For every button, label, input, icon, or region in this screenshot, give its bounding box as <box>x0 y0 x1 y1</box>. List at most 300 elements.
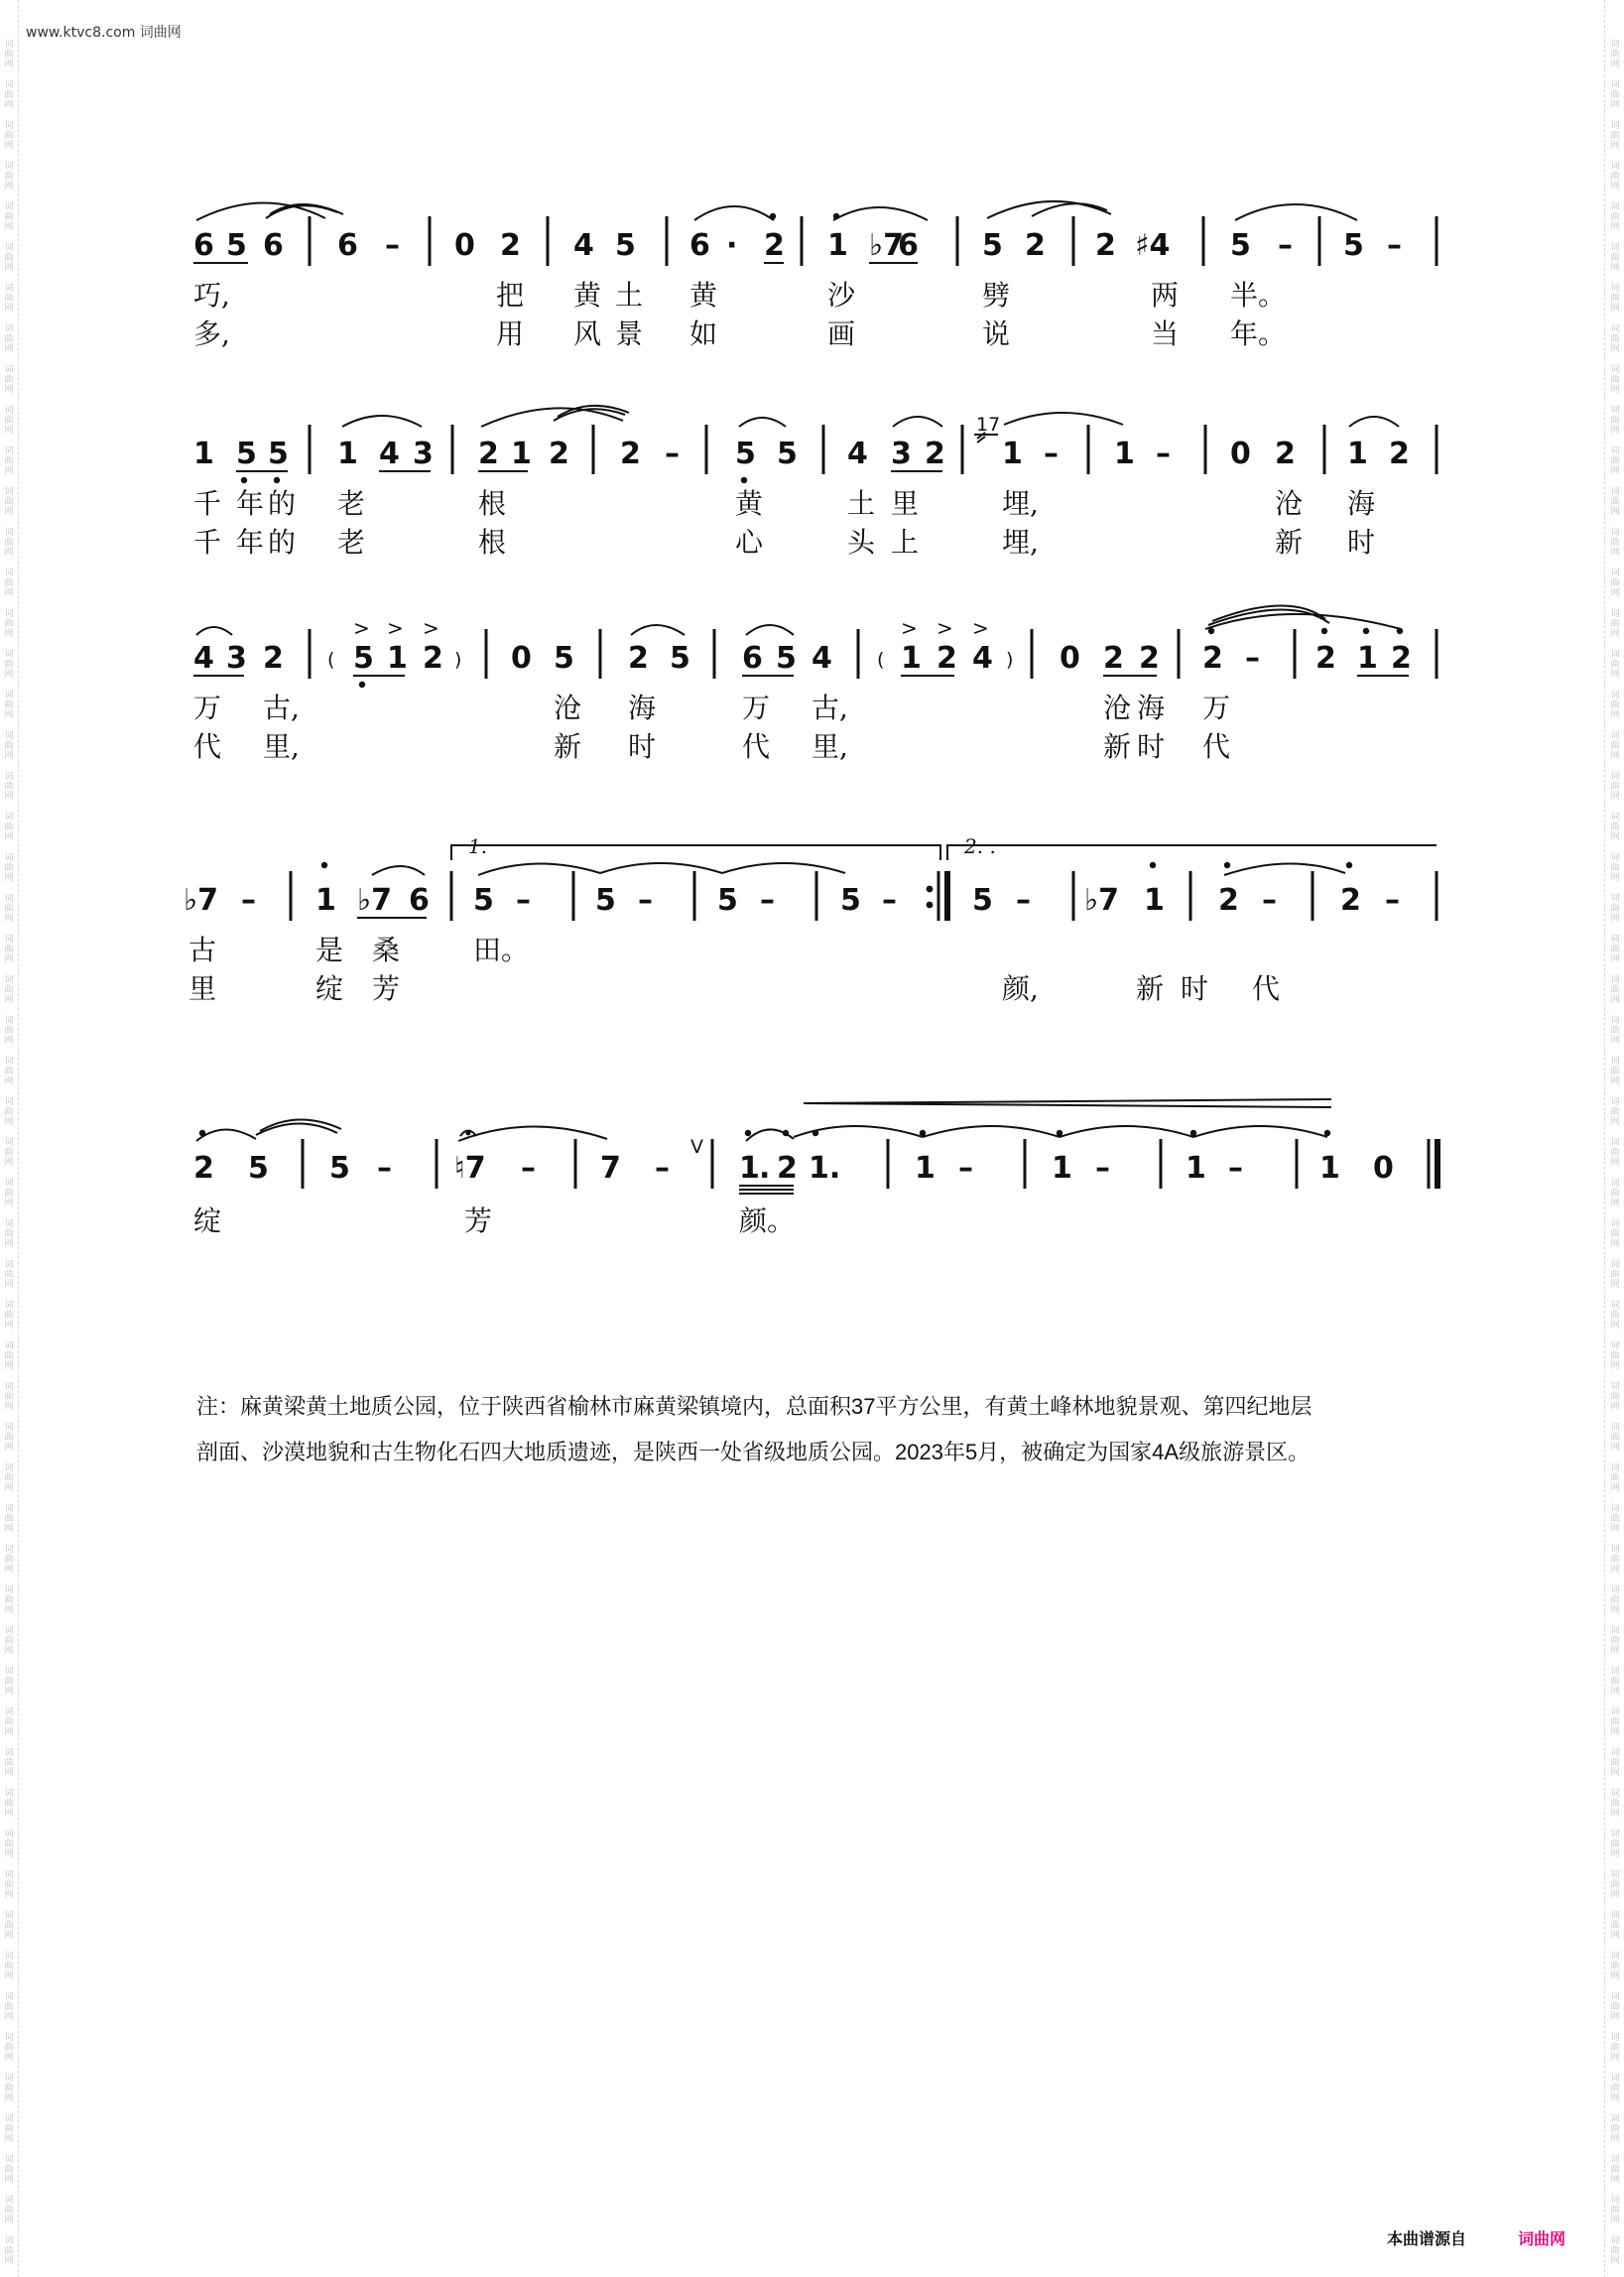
note: 1 <box>1144 883 1165 918</box>
watermark-glyph: 曲 <box>1610 700 1620 710</box>
lyric: 代 <box>1202 730 1231 763</box>
watermark-glyph: 词 <box>1610 1382 1620 1392</box>
watermark-glyph: 词 <box>1610 1992 1620 2002</box>
watermark-glyph: 网 <box>4 1971 14 1981</box>
watermark-glyph: 网 <box>1610 710 1620 720</box>
lyric: 时 <box>1137 730 1166 763</box>
note: 2 <box>423 641 443 676</box>
crescendo-line <box>804 1103 1331 1107</box>
watermark-glyph: 词 <box>4 324 14 334</box>
watermark-glyph: 词 <box>1610 1667 1620 1677</box>
paren: ) <box>454 649 462 671</box>
watermark-glyph: 网 <box>1610 873 1620 883</box>
watermark-glyph: 网 <box>4 385 14 395</box>
low-octave-dot <box>359 682 365 688</box>
watermark-glyph: 网 <box>1610 1524 1620 1534</box>
dash: – <box>1278 228 1293 263</box>
source-brand-link[interactable]: 词曲网 <box>1518 2229 1566 2248</box>
high-octave-dot <box>1363 628 1369 634</box>
tie <box>600 863 722 873</box>
watermark-glyph: 网 <box>4 710 14 720</box>
watermark-glyph: 曲 <box>4 1514 14 1524</box>
note: 6 <box>263 228 284 263</box>
watermark-glyph: 网 <box>4 1524 14 1534</box>
watermark-glyph: 网 <box>1610 1117 1620 1127</box>
watermark-glyph: 词 <box>4 1301 14 1311</box>
watermark-glyph: 词 <box>1610 609 1620 619</box>
watermark-glyph: 网 <box>4 426 14 436</box>
watermark-glyph: 网 <box>4 670 14 680</box>
note: 6 <box>337 228 358 263</box>
watermark-glyph: 词 <box>1610 40 1620 50</box>
note: 4 <box>193 641 214 676</box>
watermark-glyph: 词 <box>1610 1341 1620 1351</box>
high-octave-dot <box>321 862 327 868</box>
slur <box>746 625 794 635</box>
dash: – <box>1385 883 1400 918</box>
watermark-glyph: 网 <box>4 2093 14 2103</box>
dot: . <box>759 1151 771 1186</box>
watermark-glyph: 网 <box>4 1565 14 1575</box>
lyric: 年 <box>236 526 265 559</box>
watermark-glyph: 网 <box>1610 1483 1620 1493</box>
lyric: 如 <box>689 317 718 350</box>
watermark-glyph: 网 <box>4 914 14 924</box>
slur <box>372 866 425 875</box>
lyric: 里, <box>812 730 848 763</box>
lyric: 代 <box>1252 972 1281 1005</box>
watermark-glyph: 曲 <box>4 1758 14 1768</box>
lyric: 芳 <box>464 1204 493 1237</box>
lyric: 风 <box>573 317 602 350</box>
lyric: 土 <box>847 487 876 520</box>
watermark-glyph: 词 <box>1610 1219 1620 1229</box>
tie <box>1032 203 1107 216</box>
watermark-glyph: 曲 <box>1610 456 1620 466</box>
watermark-glyph: 曲 <box>1610 1473 1620 1483</box>
volta-label-1: 1. <box>468 834 488 858</box>
watermark-glyph: 曲 <box>4 985 14 995</box>
watermark-glyph: 曲 <box>1610 50 1620 60</box>
note: 7 <box>600 1151 621 1186</box>
watermark-glyph: 曲 <box>1610 1677 1620 1687</box>
watermark-glyph: 网 <box>1610 100 1620 110</box>
watermark-glyph: 词 <box>4 2236 14 2246</box>
watermark-glyph: 网 <box>1610 426 1620 436</box>
watermark-glyph: 曲 <box>1610 1961 1620 1971</box>
watermark-glyph: 曲 <box>4 619 14 629</box>
note: ♭7 <box>184 883 219 918</box>
watermark-glyph: 词 <box>4 1179 14 1189</box>
watermark-glyph: 词 <box>4 853 14 863</box>
watermark-glyph: 网 <box>1610 1158 1620 1168</box>
note: 2 <box>1315 641 1336 676</box>
watermark-glyph: 曲 <box>4 416 14 426</box>
lyric: 巧, <box>193 279 230 312</box>
watermark-glyph: 网 <box>4 1727 14 1737</box>
watermark-glyph: 网 <box>1610 60 1620 69</box>
watermark-glyph: 曲 <box>1610 945 1620 954</box>
watermark-glyph: 词 <box>4 2033 14 2043</box>
site-url[interactable]: www.ktvc8.com 词曲网 <box>26 25 182 41</box>
watermark-glyph: 曲 <box>4 1555 14 1565</box>
note: 5 <box>982 228 1003 263</box>
watermark-glyph: 网 <box>1610 1605 1620 1615</box>
watermark-glyph: 词 <box>4 1057 14 1067</box>
watermark-glyph: 网 <box>1610 1076 1620 1086</box>
lyric: 沧 <box>1275 487 1304 520</box>
watermark-glyph: 网 <box>4 1239 14 1249</box>
watermark-glyph: 网 <box>1610 1361 1620 1371</box>
lyric: 沙 <box>827 279 856 312</box>
watermark-glyph: 词 <box>4 1992 14 2002</box>
watermark-glyph: 词 <box>1610 650 1620 660</box>
watermark-glyph: 曲 <box>1610 985 1620 995</box>
tie <box>923 1126 1060 1137</box>
watermark-glyph: 曲 <box>1610 1067 1620 1076</box>
slur <box>631 625 685 635</box>
watermark-glyph: 词 <box>1610 1708 1620 1717</box>
watermark-glyph: 词 <box>1610 569 1620 578</box>
note: 5 <box>268 437 289 471</box>
watermark-glyph: 曲 <box>4 2002 14 2012</box>
watermark-glyph: 词 <box>4 1830 14 1839</box>
watermark-glyph: 网 <box>4 1768 14 1778</box>
lyric: 黄 <box>735 487 764 520</box>
dash: – <box>1245 641 1260 676</box>
repeat-dot <box>927 902 934 909</box>
lyric: 新 <box>1136 972 1165 1005</box>
watermark-glyph: 词 <box>4 1016 14 1026</box>
watermark-glyph: 网 <box>1610 629 1620 639</box>
note: 6 <box>193 228 214 263</box>
note: 2 <box>193 1151 214 1186</box>
watermark-glyph: 词 <box>1610 1952 1620 1961</box>
watermark-glyph: 曲 <box>1610 1921 1620 1931</box>
high-octave-dot <box>920 1130 926 1136</box>
watermark-glyph: 词 <box>4 1463 14 1473</box>
high-octave-dot <box>199 1130 205 1136</box>
slur <box>833 207 928 220</box>
dash: – <box>1016 883 1031 918</box>
lyric: 埋, <box>1002 487 1039 520</box>
watermark-glyph: 词 <box>4 609 14 619</box>
watermark-glyph: 曲 <box>4 212 14 222</box>
watermark-glyph: 网 <box>1610 1443 1620 1453</box>
accent-mark: > <box>972 616 989 640</box>
tie <box>1004 413 1123 425</box>
watermark-glyph: 词 <box>4 1138 14 1148</box>
lyric: 古 <box>188 934 217 966</box>
watermark-glyph: 网 <box>4 1158 14 1168</box>
note: 1 <box>315 883 336 918</box>
watermark-glyph: 词 <box>1610 1097 1620 1107</box>
high-octave-dot <box>1150 862 1156 868</box>
watermark-glyph: 词 <box>4 202 14 212</box>
watermark-glyph: 曲 <box>4 2124 14 2134</box>
watermark-glyph: 词 <box>4 1708 14 1717</box>
watermark-glyph: 曲 <box>1610 1270 1620 1280</box>
dash: – <box>665 437 680 471</box>
watermark-glyph: 词 <box>1610 528 1620 538</box>
dash: – <box>760 883 775 918</box>
watermark-glyph: 词 <box>4 1952 14 1961</box>
watermark-glyph: 曲 <box>1610 2084 1620 2093</box>
watermark-glyph: 网 <box>1610 1565 1620 1575</box>
note: 5 <box>236 437 257 471</box>
watermark-glyph: 网 <box>4 954 14 964</box>
watermark-glyph: 网 <box>4 1036 14 1046</box>
watermark-glyph: 词 <box>1610 1545 1620 1555</box>
watermark-glyph: 网 <box>4 1280 14 1290</box>
watermark-glyph: 词 <box>4 365 14 375</box>
high-octave-dot <box>1324 1130 1330 1136</box>
slur <box>481 408 623 427</box>
note: 2 <box>764 228 785 263</box>
watermark-glyph: 词 <box>4 487 14 497</box>
watermark-glyph: 网 <box>1610 1849 1620 1859</box>
watermark-glyph: 词 <box>4 1748 14 1758</box>
slur <box>694 206 774 220</box>
note: 2 <box>777 1151 798 1186</box>
watermark-glyph: 词 <box>1610 1138 1620 1148</box>
watermark-glyph: 网 <box>1610 1321 1620 1330</box>
note: 5 <box>353 641 374 676</box>
watermark-glyph: 网 <box>4 873 14 883</box>
watermark-glyph: 曲 <box>1610 334 1620 344</box>
lyric: 绽 <box>193 1204 222 1237</box>
watermark-glyph: 网 <box>4 1321 14 1330</box>
watermark-glyph: 网 <box>1610 832 1620 842</box>
watermark-glyph: 曲 <box>4 172 14 182</box>
watermark-glyph: 曲 <box>4 1595 14 1605</box>
watermark-glyph: 词 <box>1610 1585 1620 1595</box>
watermark-glyph: 词 <box>1610 691 1620 700</box>
note: 1 <box>1002 437 1023 471</box>
watermark-glyph: 曲 <box>4 50 14 60</box>
source-credit <box>1387 2226 1565 2249</box>
watermark-glyph: 词 <box>4 975 14 985</box>
lyric: 画 <box>827 317 856 350</box>
watermark-glyph: 词 <box>1610 243 1620 253</box>
watermark-glyph: 词 <box>4 121 14 131</box>
note: ♯4 <box>1135 228 1171 263</box>
note: 1 <box>915 1151 936 1186</box>
watermark-glyph: 网 <box>4 1687 14 1697</box>
note: 1 <box>1186 1151 1206 1186</box>
watermark-glyph: 词 <box>1610 365 1620 375</box>
watermark-glyph: 曲 <box>1610 416 1620 426</box>
note: ♭7 <box>357 883 393 918</box>
note: 6 <box>689 228 710 263</box>
lyric: 的 <box>268 526 297 559</box>
watermark-glyph: 网 <box>4 222 14 232</box>
watermark-glyph: 曲 <box>4 945 14 954</box>
watermark-glyph: 网 <box>4 2053 14 2063</box>
watermark-glyph: 网 <box>4 2012 14 2022</box>
watermark-glyph: 曲 <box>4 497 14 507</box>
watermark-glyph: 网 <box>4 1890 14 1900</box>
watermark-glyph: 词 <box>1610 80 1620 90</box>
watermark-glyph: 曲 <box>1610 1392 1620 1402</box>
watermark-glyph: 曲 <box>4 863 14 873</box>
watermark-glyph: 词 <box>1610 1260 1620 1270</box>
watermark-glyph: 网 <box>4 588 14 598</box>
watermark-glyph: 词 <box>1610 975 1620 985</box>
watermark-glyph: 网 <box>1610 2093 1620 2103</box>
note: 5 <box>329 1151 350 1186</box>
watermark-glyph: 网 <box>4 263 14 273</box>
lyric: 黄 <box>573 279 602 312</box>
watermark-glyph: 网 <box>4 1646 14 1656</box>
note: 1 <box>1319 1151 1340 1186</box>
watermark-glyph: 词 <box>4 1341 14 1351</box>
note: 1 <box>387 641 408 676</box>
repeat-dot <box>927 886 934 893</box>
watermark-glyph: 词 <box>4 1545 14 1555</box>
watermark-glyph: 网 <box>4 60 14 69</box>
note: 2 <box>1103 641 1124 676</box>
watermark-glyph: 曲 <box>4 904 14 914</box>
lyric: 绽 <box>315 972 344 1005</box>
lyric: 两 <box>1151 279 1180 312</box>
watermark-glyph: 网 <box>4 2215 14 2225</box>
tie <box>1193 1126 1327 1137</box>
high-octave-dot <box>812 1130 818 1136</box>
watermark-glyph: 曲 <box>4 1392 14 1402</box>
note: 2 <box>1202 641 1223 676</box>
lyric: 老 <box>337 526 366 559</box>
dash: – <box>1262 883 1277 918</box>
note: 5 <box>226 228 247 263</box>
watermark-glyph: 曲 <box>4 294 14 304</box>
watermark-glyph: 曲 <box>1610 2043 1620 2053</box>
watermark-glyph: 词 <box>1610 406 1620 416</box>
lyric: 颜, <box>1002 972 1039 1005</box>
watermark-glyph: 网 <box>1610 222 1620 232</box>
watermark-glyph: 曲 <box>1610 2206 1620 2215</box>
lyric: 芳 <box>372 972 401 1005</box>
paren: ) <box>1006 649 1014 671</box>
note: 1 <box>511 437 532 471</box>
volta-label-2: 2. . <box>964 834 996 858</box>
watermark-glyph: 词 <box>1610 1463 1620 1473</box>
watermark-glyph: 网 <box>1610 751 1620 761</box>
lyric: 古, <box>812 692 848 724</box>
note: 5 <box>717 883 738 918</box>
grace-notes: 17 <box>976 414 1001 436</box>
watermark-glyph: 网 <box>4 1849 14 1859</box>
note: 2 <box>1095 228 1116 263</box>
note: 5 <box>670 641 690 676</box>
note: 2 <box>1389 437 1410 471</box>
watermark-glyph: 网 <box>1610 2215 1620 2225</box>
watermark-glyph: 词 <box>4 1423 14 1433</box>
dash: – <box>521 1151 536 1186</box>
dash: – <box>1387 228 1402 263</box>
watermark-glyph: 网 <box>1610 507 1620 517</box>
watermark-glyph: 曲 <box>1610 1311 1620 1321</box>
watermark-glyph: 网 <box>1610 141 1620 151</box>
watermark-glyph: 曲 <box>1610 90 1620 100</box>
watermark-glyph: 词 <box>1610 121 1620 131</box>
note: 3 <box>226 641 247 676</box>
high-octave-dot <box>770 213 776 219</box>
watermark-glyph: 曲 <box>1610 2165 1620 2175</box>
watermark-glyph: 词 <box>1610 1179 1620 1189</box>
watermark-glyph: 网 <box>1610 1036 1620 1046</box>
watermark-glyph: 曲 <box>4 1229 14 1239</box>
watermark-glyph: 曲 <box>1610 2124 1620 2134</box>
note: 6 <box>742 641 763 676</box>
watermark-glyph: 曲 <box>4 1026 14 1036</box>
watermark-glyph: 网 <box>4 1809 14 1819</box>
watermark-glyph: 网 <box>1610 2175 1620 2185</box>
lyric: 老 <box>337 487 366 520</box>
note: 5 <box>735 437 756 471</box>
accent-mark: > <box>353 616 370 640</box>
tie <box>478 863 600 875</box>
lyric: 用 <box>496 317 525 350</box>
watermark-glyph: 曲 <box>4 1433 14 1443</box>
watermark-glyph: 词 <box>4 80 14 90</box>
lyric: 时 <box>1181 972 1209 1005</box>
watermark-glyph: 曲 <box>1610 1636 1620 1646</box>
watermark-glyph: 网 <box>4 466 14 476</box>
watermark-glyph: 曲 <box>1610 1351 1620 1361</box>
watermark-glyph: 词 <box>1610 2074 1620 2084</box>
note: ♮7 <box>454 1151 486 1186</box>
note: 1 <box>337 437 358 471</box>
watermark-glyph: 词 <box>4 162 14 172</box>
watermark-glyph: 词 <box>4 2196 14 2206</box>
lyric: 当 <box>1151 317 1180 350</box>
watermark-glyph: 词 <box>4 813 14 822</box>
high-octave-dot <box>1208 628 1214 634</box>
source-label: 本曲谱源自 <box>1387 2229 1467 2248</box>
tie <box>458 1126 607 1141</box>
lyric: 沧 <box>1103 692 1132 724</box>
score-row-1 <box>193 201 1437 350</box>
watermark-glyph: 网 <box>4 1443 14 1453</box>
watermark-glyph: 网 <box>1610 182 1620 191</box>
watermark-glyph: 曲 <box>4 1961 14 1971</box>
watermark-glyph: 网 <box>4 2134 14 2144</box>
watermark-glyph: 网 <box>4 304 14 314</box>
note: 1 <box>901 641 922 676</box>
watermark-glyph: 词 <box>1610 2114 1620 2124</box>
note: 4 <box>847 437 868 471</box>
high-octave-dot <box>1190 1130 1196 1136</box>
lyric: 多, <box>193 317 230 350</box>
watermark-glyph: 曲 <box>4 660 14 670</box>
watermark-glyph: 网 <box>1610 385 1620 395</box>
watermark-glyph: 词 <box>1610 813 1620 822</box>
watermark-glyph: 词 <box>1610 1423 1620 1433</box>
watermark-glyph: 曲 <box>1610 578 1620 588</box>
watermark-glyph: 词 <box>1610 2033 1620 2043</box>
watermark-glyph: 曲 <box>1610 131 1620 141</box>
lyric: 代 <box>742 730 771 763</box>
lyric: 千 <box>193 526 222 559</box>
watermark-glyph: 词 <box>4 1667 14 1677</box>
watermark-glyph: 曲 <box>4 1921 14 1931</box>
watermark-glyph: 词 <box>1610 446 1620 456</box>
watermark-glyph: 网 <box>4 1076 14 1086</box>
watermark-glyph: 曲 <box>4 822 14 832</box>
note: 2 <box>500 228 521 263</box>
volta-bracket-2 <box>947 845 1437 860</box>
